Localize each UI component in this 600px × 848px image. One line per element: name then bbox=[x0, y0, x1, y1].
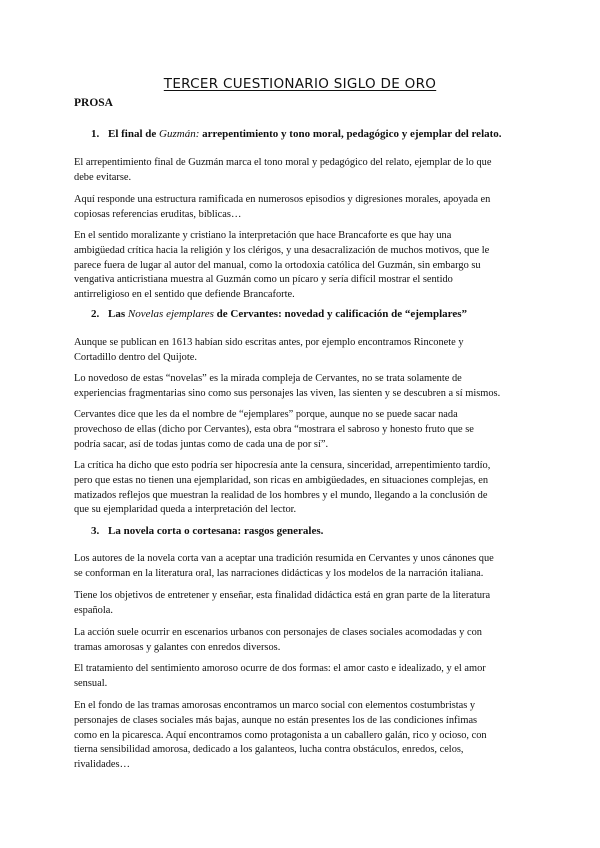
section-label: PROSA bbox=[74, 97, 113, 109]
question-3-number: 3. bbox=[91, 525, 100, 537]
question-2-paragraph-4: La crítica ha dicho que esto podría ser hipocresía ante la censura, sinceridad, arrepentimiento tardío, pero que estas no tienen una ejemplaridad, son ricas en ambigüedades, en situaciones complejas, en matizados reflejos que muestran la realidad de los hombres y el mundo, llegando a la conclusión de que su ejemplaridad queda a interpretación del lector. bbox=[74, 460, 491, 516]
question-1-heading: 1. El final de Guzmán: arrepentimiento y tono moral, pedagógico y ejemplar del relato. bbox=[91, 128, 502, 140]
question-3-paragraph-1: Los autores de la novela corta van a aceptar una tradición resumida en Cervantes y unos cánones que se conforman en la literatura oral, las narraciones didácticas y los modelos de la narración italiana. bbox=[74, 553, 494, 579]
question-2-heading: 2. Las Novelas ejemplares de Cervantes: novedad y calificación de “ejemplares” bbox=[91, 308, 467, 320]
question-2-paragraph-1: Aunque se publican en 1613 habían sido escritas antes, por ejemplo encontramos Rinconete y Cortadillo dentro del Quijote. bbox=[74, 337, 464, 363]
question-2-paragraph-3: Cervantes dice que les da el nombre de “ejemplares” porque, aunque no se puede sacar nada provechoso de ellas (dicho por Cervantes), esta obra “mostrara el sabroso y honesto fruto que se podría sacar, así de todas juntas como de cada una de por sí”. bbox=[74, 409, 474, 450]
question-1-paragraph-3: En el sentido moralizante y cristiano la interpretación que hace Brancaforte es que hay una ambigüedad crítica hacia la religión y los clérigos, y una desacralización de muchos motivos, que le parece fuera de lugar al autor del manual, como la ortodoxia católica del Guzmán, sin embargo su vengativa anticristiana muestra al Guzmán como un pícaro y sería difícil mostrar el sentido antirreligioso en el sentido que defiende Brancaforte. bbox=[74, 230, 490, 301]
question-1-paragraph-2: Aquí responde una estructura ramificada en numerosos episodios y digresiones morales, apoyada en copiosas referencias eruditas, bíblicas… bbox=[74, 194, 491, 220]
question-3-paragraph-3: La acción suele ocurrir en escenarios urbanos con personajes de clases sociales acomodadas y con tramas amorosas y galantes con enredos diversos. bbox=[74, 627, 482, 653]
question-2-paragraph-2: Lo novedoso de estas “novelas” es la mirada compleja de Cervantes, no se trata solamente de experiencias fragmentarias sino como sus personajes las viven, las sienten y se descubren a sí mismos. bbox=[74, 373, 501, 399]
question-3-heading: 3. La novela corta o cortesana: rasgos generales. bbox=[91, 525, 324, 537]
question-3-paragraph-2: Tiene los objetivos de entretener y enseñar, esta finalidad didáctica está en gran parte de la literatura española. bbox=[74, 590, 491, 616]
question-2-number: 2. bbox=[91, 308, 100, 320]
question-1-paragraph-1: El arrepentimiento final de Guzmán marca el tono moral y pedagógico del relato, ejemplar de lo que debe evitarse. bbox=[74, 157, 492, 183]
question-3-paragraph-5: En el fondo de las tramas amorosas encontramos un marco social con elementos costumbristas y personajes de clases sociales más bajas, aunque no están presentes los de las condiciones ínfimas como en la picaresca. Aquí encontramos como protagonista a un caballero galán, rico y ocioso, con tierna sensibilidad amorosa, dedicado a los galanteos, lucha contra obstáculos, enredos, celos, rivalidades… bbox=[74, 700, 487, 771]
question-3-paragraph-4: El tratamiento del sentimiento amoroso ocurre de dos formas: el amor casto e idealizado, y el amor sensual. bbox=[74, 663, 486, 689]
question-1-number: 1. bbox=[91, 128, 100, 140]
document-title: TERCER CUESTIONARIO SIGLO DE ORO bbox=[163, 76, 437, 92]
